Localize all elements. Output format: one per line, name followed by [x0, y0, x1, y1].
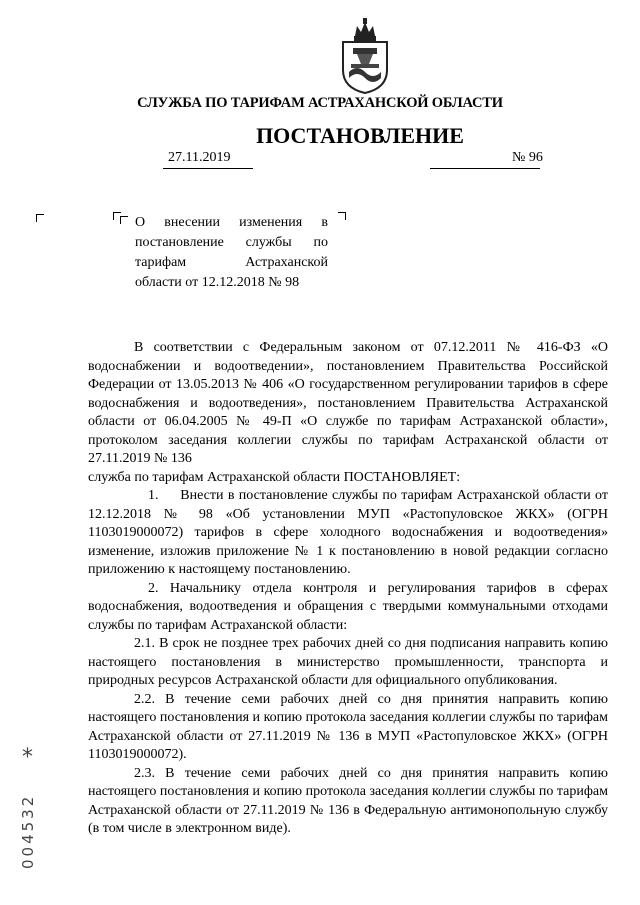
document-date: 27.11.2019: [168, 150, 231, 165]
subject-line: постановление службы по: [135, 235, 328, 250]
paragraph-item-2-3: 2.3. В течение семи рабочих дней со дня принятия направить копию настоящего постановления и копию протокола заседания коллегии службы по тарифам Астраханской области от 27.11.2019 № 136 в Федеральную антимонопольную службу (в том числе в электронном виде).: [88, 765, 608, 836]
coat-of-arms-icon: [339, 18, 391, 94]
subject-line: О внесении изменения в: [135, 215, 328, 230]
subject-line: области от 12.12.2018 № 98: [135, 275, 300, 290]
document-subject: [135, 213, 328, 293]
organization-name: СЛУЖБА ПО ТАРИФАМ АСТРАХАНСКОЙ ОБЛАСТИ: [137, 95, 503, 111]
date-underline: [163, 168, 253, 169]
corner-mark: [36, 214, 44, 222]
paragraph-item-2-1: 2.1. В срок не позднее трех рабочих дней со дня подписания направить копию настоящего постановления в министерство промышленности, транспорта и природных ресурсов Астраханской области для официального опубликования.: [88, 636, 608, 688]
subject-line: тарифам Астраханской: [135, 255, 328, 270]
document-type: ПОСТАНОВЛЕНИЕ: [256, 123, 464, 148]
paragraph-item-2-2: 2.2. В течение семи рабочих дней со дня принятия направить копию настоящего постановления и копию протокола заседания коллегии службы по тарифам Астраханской области от 27.11.2019 № 136 в МУП «Растопуловское ЖКХ» (ОГРН 1103019000072).: [88, 691, 608, 762]
registration-stamp: [6, 745, 50, 875]
paragraph-item-1: 1. Внести в постановление службы по тарифам Астраханской области от 12.12.2018 № 98 «Об установлении МУП «Растопуловское ЖКХ» (ОГРН 1103019000072) тарифов в сфере холодного водоснабжения и водоотведения» изменение, изложив приложение № 1 к постановлению в новой редакции согласно приложению к настоящему постановлению.: [88, 488, 608, 577]
document-body: [88, 339, 608, 839]
number-underline: [430, 168, 540, 169]
resolves-line: служба по тарифам Астраханской области ПОСТАНОВЛЯЕТ:: [88, 469, 461, 485]
corner-mark: [120, 216, 128, 224]
stamp-number: 004532: [19, 793, 37, 869]
corner-mark: [338, 212, 346, 220]
paragraph-item-2: 2. Начальнику отдела контроля и регулирования тарифов в сферах водоснабжения, водоотведения и обращения с твердыми коммунальными отходами службы по тарифам Астраханской области:: [88, 580, 608, 633]
document-number: № 96: [512, 150, 543, 165]
preamble-paragraph: В соответствии с Федеральным законом от 07.12.2011 № 416-ФЗ «О водоснабжении и водоотведении», постановлением Правительства Российской Федерации от 13.05.2013 № 406 «О государственном регулировании тарифов в сфере водоснабжения и водоотведения», постановлением Правительства Астраханской области от 06.04.2005 № 49-П «О службе по тарифам Астраханской области», протоколом заседания коллегии службы по тарифам Астраханской области от 27.11.2019 № 136: [88, 340, 608, 466]
stamp-asterisk: *: [22, 745, 33, 770]
